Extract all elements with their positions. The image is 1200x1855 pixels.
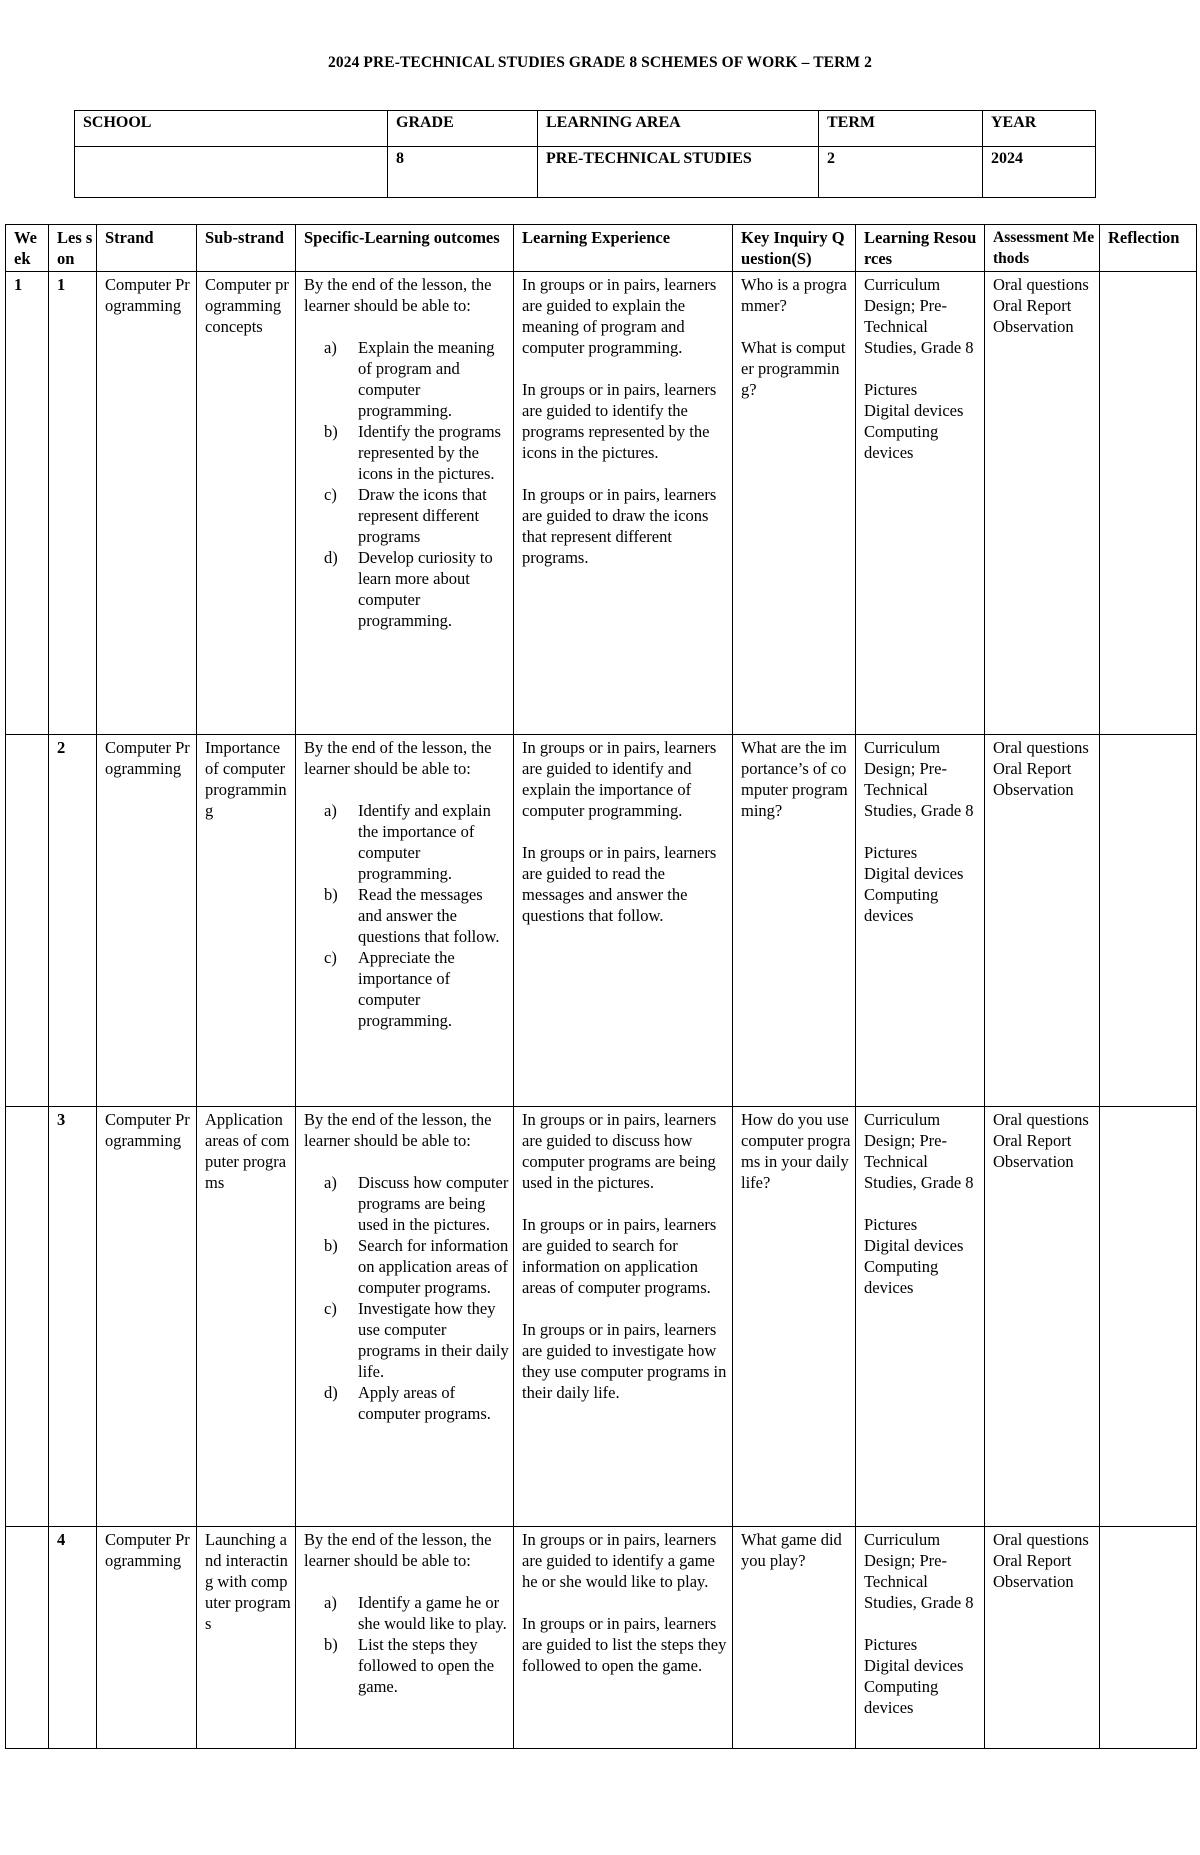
- outcome-marker: a): [324, 338, 337, 357]
- outcome-text: Identify and explain the importance of computer programming.: [358, 801, 491, 883]
- info-value-term: 2: [819, 147, 983, 198]
- outcome-item: [324, 1235, 510, 1298]
- outcome-marker: c): [324, 485, 337, 504]
- cell-experience: [514, 1527, 733, 1749]
- substrand-value: Launching and interacting with computer programs: [205, 1530, 291, 1633]
- outcomes-list: [304, 800, 510, 1031]
- resource-item: Digital devices: [864, 864, 964, 883]
- resource-item: Pictures: [864, 380, 918, 399]
- school-info-table: [74, 110, 1096, 198]
- week-value: 1: [14, 275, 23, 294]
- lesson-value: 3: [57, 1110, 66, 1129]
- cell-strand: [97, 1527, 197, 1749]
- table-row: [6, 735, 1197, 1107]
- lesson-value: 2: [57, 738, 66, 757]
- outcomes-intro: By the end of the lesson, the learner should be able to:: [304, 275, 492, 315]
- experience-paragraph: In groups or in pairs, learners are guided to identify a game he or she would like to play.: [522, 1530, 717, 1591]
- experience-paragraph: In groups or in pairs, learners are guided to draw the icons that represent different programs.: [522, 485, 717, 567]
- cell-outcomes: [296, 735, 514, 1107]
- resource-item: Computing devices: [864, 885, 939, 925]
- substrand-value: Computer programming concepts: [205, 275, 289, 336]
- outcome-text: Draw the icons that represent different programs: [358, 485, 487, 546]
- outcome-marker: a): [324, 801, 337, 820]
- table-header-row: [6, 225, 1197, 272]
- outcomes-list: [304, 337, 510, 631]
- resource-item: Digital devices: [864, 401, 964, 420]
- strand-value: Computer Programming: [105, 738, 190, 778]
- cell-reflection: [1100, 735, 1197, 1107]
- info-value-row: [75, 147, 1096, 198]
- cell-reflection: [1100, 272, 1197, 735]
- assessment-item: Observation: [993, 317, 1074, 336]
- resources-gap: [864, 1193, 981, 1214]
- info-header-year: YEAR: [983, 111, 1096, 147]
- outcome-text: Read the messages and answer the questions that follow.: [358, 885, 500, 946]
- experience-paragraph: In groups or in pairs, learners are guided to identify and explain the importance of computer programming.: [522, 738, 717, 820]
- resources-main: Curriculum Design; Pre-Technical Studies, Grade 8: [864, 275, 974, 357]
- cell-resources: [856, 735, 985, 1107]
- header-substrand: Sub-strand: [197, 225, 296, 272]
- substrand-value: Importance of computer programming: [205, 738, 287, 820]
- cell-lesson: [49, 272, 97, 735]
- outcome-text: Identify the programs represented by the icons in the pictures.: [358, 422, 501, 483]
- outcome-text: List the steps they followed to open the game.: [358, 1635, 495, 1696]
- cell-week: [6, 272, 49, 735]
- assessment-item: Oral Report: [993, 296, 1072, 315]
- cell-inquiry: [733, 272, 856, 735]
- outcome-item: [324, 1172, 510, 1235]
- outcomes-intro: By the end of the lesson, the learner should be able to:: [304, 1110, 492, 1150]
- assessment-item: Observation: [993, 1572, 1074, 1591]
- info-header-grade: GRADE: [388, 111, 538, 147]
- cell-inquiry: [733, 735, 856, 1107]
- outcome-marker: b): [324, 1635, 338, 1654]
- cell-experience: [514, 735, 733, 1107]
- resources-main: Curriculum Design; Pre-Technical Studies, Grade 8: [864, 1110, 974, 1192]
- cell-substrand: [197, 735, 296, 1107]
- header-lesson: Les son: [49, 225, 97, 272]
- outcome-marker: b): [324, 885, 338, 904]
- cell-strand: [97, 735, 197, 1107]
- inquiry-question: What game did you play?: [741, 1530, 842, 1570]
- inquiry-question: Who is a programmer?: [741, 275, 847, 315]
- cell-experience: [514, 272, 733, 735]
- info-header-learning-area: LEARNING AREA: [538, 111, 819, 147]
- cell-week: [6, 1107, 49, 1527]
- experience-paragraph: In groups or in pairs, learners are guided to investigate how they use computer programs in their daily life.: [522, 1320, 727, 1402]
- resources-gap: [864, 821, 981, 842]
- assessment-item: Observation: [993, 1152, 1074, 1171]
- outcome-item: [324, 1592, 510, 1634]
- substrand-value: Application areas of computer programs: [205, 1110, 290, 1192]
- cell-reflection: [1100, 1527, 1197, 1749]
- header-week: We ek: [6, 225, 49, 272]
- info-value-year: 2024: [983, 147, 1096, 198]
- cell-inquiry: [733, 1107, 856, 1527]
- experience-paragraph: In groups or in pairs, learners are guided to discuss how computer programs are being used in the pictures.: [522, 1110, 717, 1192]
- resource-item: Computing devices: [864, 1257, 939, 1297]
- experience-paragraph: In groups or in pairs, learners are guided to read the messages and answer the questions that follow.: [522, 843, 717, 925]
- resource-item: Pictures: [864, 843, 918, 862]
- header-inquiry: Key Inquiry Question(S): [733, 225, 856, 272]
- resource-item: Digital devices: [864, 1656, 964, 1675]
- experience-paragraph: In groups or in pairs, learners are guided to explain the meaning of program and computer programming.: [522, 275, 717, 357]
- page-title: 2024 PRE-TECHNICAL STUDIES GRADE 8 SCHEMES OF WORK – TERM 2: [328, 54, 872, 71]
- cell-resources: [856, 272, 985, 735]
- table-row: [6, 272, 1197, 735]
- table-row: [6, 1107, 1197, 1527]
- info-header-school: SCHOOL: [75, 111, 388, 147]
- header-experience: Learning Experience: [514, 225, 733, 272]
- assessment-item: Oral Report: [993, 1131, 1072, 1150]
- cell-outcomes: [296, 272, 514, 735]
- outcome-marker: a): [324, 1173, 337, 1192]
- assessment-item: Oral questions: [993, 738, 1089, 757]
- resources-gap: [864, 1613, 981, 1634]
- cell-assessment: [985, 1527, 1100, 1749]
- outcome-text: Discuss how computer programs are being used in the pictures.: [358, 1173, 509, 1234]
- cell-lesson: [49, 1107, 97, 1527]
- outcome-text: Investigate how they use computer programs in their daily life.: [358, 1299, 509, 1381]
- cell-lesson: [49, 735, 97, 1107]
- assessment-item: Oral questions: [993, 1530, 1089, 1549]
- cell-inquiry: [733, 1527, 856, 1749]
- outcome-item: [324, 421, 510, 484]
- outcome-text: Appreciate the importance of computer programming.: [358, 948, 455, 1030]
- outcomes-list: [304, 1172, 510, 1424]
- cell-assessment: [985, 735, 1100, 1107]
- header-strand: Strand: [97, 225, 197, 272]
- resources-main: Curriculum Design; Pre-Technical Studies, Grade 8: [864, 1530, 974, 1612]
- table-body: [6, 272, 1197, 1749]
- resource-item: Pictures: [864, 1635, 918, 1654]
- cell-reflection: [1100, 1107, 1197, 1527]
- outcome-item: [324, 547, 510, 631]
- assessment-item: Oral questions: [993, 275, 1089, 294]
- inquiry-question: What is computer programming?: [741, 338, 846, 399]
- outcome-item: [324, 337, 510, 421]
- cell-assessment: [985, 272, 1100, 735]
- cell-outcomes: [296, 1107, 514, 1527]
- experience-paragraph: In groups or in pairs, learners are guided to identify the programs represented by the icons in the pictures.: [522, 380, 717, 462]
- lesson-value: 1: [57, 275, 66, 294]
- outcome-item: [324, 1298, 510, 1382]
- header-reflection: Reflection: [1100, 225, 1197, 272]
- assessment-item: Oral Report: [993, 1551, 1072, 1570]
- info-header-row: [75, 111, 1096, 147]
- inquiry-question: What are the importance’s of computer programming?: [741, 738, 848, 820]
- outcome-text: Search for information on application areas of computer programs.: [358, 1236, 509, 1297]
- cell-experience: [514, 1107, 733, 1527]
- outcome-item: [324, 484, 510, 547]
- cell-outcomes: [296, 1527, 514, 1749]
- resources-main: Curriculum Design; Pre-Technical Studies, Grade 8: [864, 738, 974, 820]
- inquiry-question: How do you use computer programs in your daily life?: [741, 1110, 851, 1192]
- experience-paragraph: In groups or in pairs, learners are guided to list the steps they followed to open the game.: [522, 1614, 727, 1675]
- outcome-marker: b): [324, 422, 338, 441]
- outcome-item: [324, 1382, 510, 1424]
- assessment-item: Observation: [993, 780, 1074, 799]
- info-value-grade: 8: [388, 147, 538, 198]
- outcome-text: Develop curiosity to learn more about computer programming.: [358, 548, 493, 630]
- resource-item: Computing devices: [864, 422, 939, 462]
- strand-value: Computer Programming: [105, 1530, 190, 1570]
- resource-item: Digital devices: [864, 1236, 964, 1255]
- cell-week: [6, 735, 49, 1107]
- info-header-term: TERM: [819, 111, 983, 147]
- cell-substrand: [197, 1527, 296, 1749]
- resource-item: Pictures: [864, 1215, 918, 1234]
- cell-substrand: [197, 272, 296, 735]
- info-value-school: [75, 147, 388, 198]
- outcome-marker: d): [324, 548, 338, 567]
- outcome-item: [324, 1634, 510, 1697]
- cell-assessment: [985, 1107, 1100, 1527]
- outcome-item: [324, 884, 510, 947]
- cell-resources: [856, 1107, 985, 1527]
- outcome-text: Apply areas of computer programs.: [358, 1383, 491, 1423]
- cell-strand: [97, 1107, 197, 1527]
- outcome-item: [324, 947, 510, 1031]
- cell-lesson: [49, 1527, 97, 1749]
- outcome-item: [324, 800, 510, 884]
- header-outcomes: Specific-Learning outcomes: [296, 225, 514, 272]
- assessment-item: Oral questions: [993, 1110, 1089, 1129]
- resource-item: Computing devices: [864, 1677, 939, 1717]
- cell-substrand: [197, 1107, 296, 1527]
- strand-value: Computer Programming: [105, 275, 190, 315]
- outcomes-list: [304, 1592, 510, 1697]
- table-row: [6, 1527, 1197, 1749]
- outcome-marker: a): [324, 1593, 337, 1612]
- info-value-learning-area: PRE-TECHNICAL STUDIES: [538, 147, 819, 198]
- outcome-text: Explain the meaning of program and computer programming.: [358, 338, 495, 420]
- outcomes-intro: By the end of the lesson, the learner should be able to:: [304, 738, 492, 778]
- cell-strand: [97, 272, 197, 735]
- outcome-marker: d): [324, 1383, 338, 1402]
- header-assessment: Assessment Methods: [985, 225, 1100, 272]
- assessment-item: Oral Report: [993, 759, 1072, 778]
- outcome-marker: c): [324, 948, 337, 967]
- resources-gap: [864, 358, 981, 379]
- experience-paragraph: In groups or in pairs, learners are guided to search for information on application areas of computer programs.: [522, 1215, 717, 1297]
- cell-week: [6, 1527, 49, 1749]
- header-resources: Learning Resources: [856, 225, 985, 272]
- outcomes-intro: By the end of the lesson, the learner should be able to:: [304, 1530, 492, 1570]
- outcome-marker: c): [324, 1299, 337, 1318]
- outcome-marker: b): [324, 1236, 338, 1255]
- lesson-value: 4: [57, 1530, 66, 1549]
- strand-value: Computer Programming: [105, 1110, 190, 1150]
- outcome-text: Identify a game he or she would like to play.: [358, 1593, 507, 1633]
- schemes-of-work-table: [5, 224, 1197, 1749]
- cell-resources: [856, 1527, 985, 1749]
